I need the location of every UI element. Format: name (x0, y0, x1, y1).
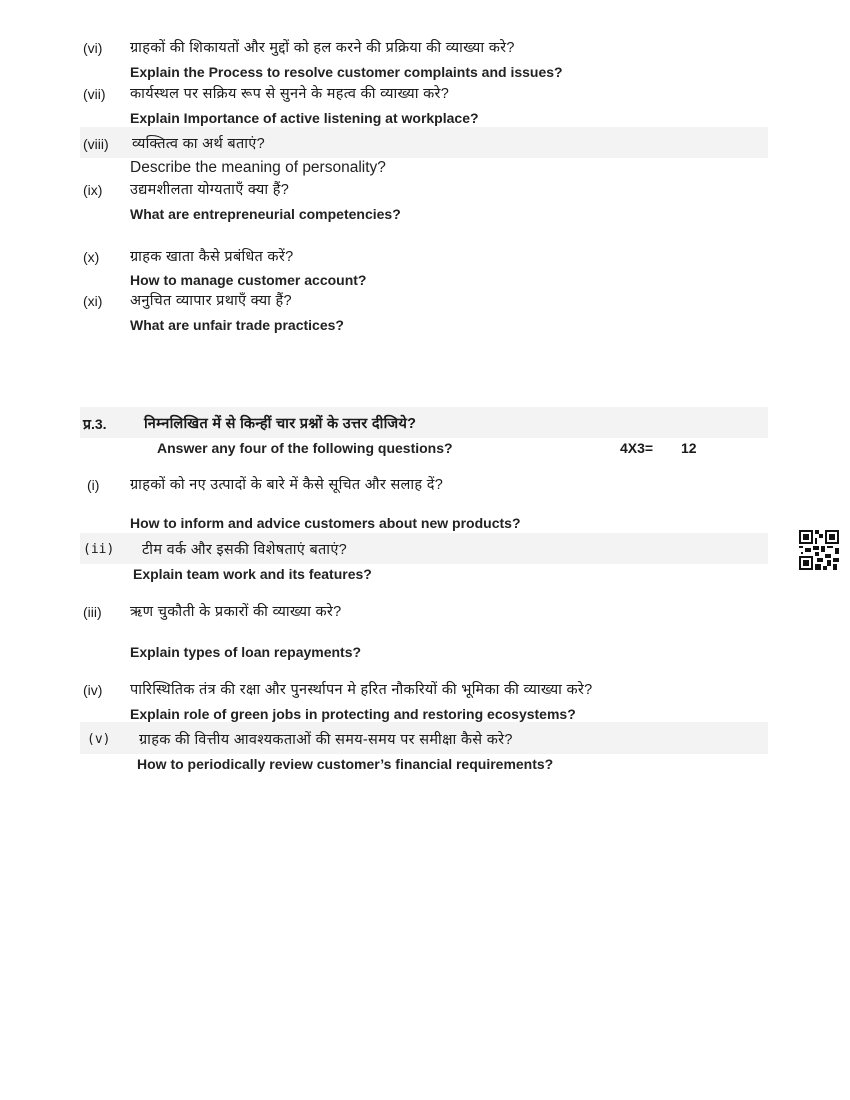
question-number: (x) (83, 249, 100, 265)
question-hindi: ग्राहकों को नए उत्पादों के बारे में कैसे सूचित और सलाह दें? (130, 477, 444, 493)
marks-total: 12 (681, 440, 697, 456)
question-hindi: ग्राहक की वित्तीय आवश्यकताओं की समय-समय पर समीक्षा कैसे करे? (139, 732, 513, 748)
question-number: (xi) (83, 293, 103, 309)
question-hindi: उद्यमशीलता योग्यताएँ क्या हैं? (130, 182, 290, 198)
question-hindi: ऋण चुकौती के प्रकारों की व्याख्या करे? (130, 604, 342, 620)
question-hindi: अनुचित व्यापार प्रथाएँ क्या हैं? (130, 293, 292, 309)
question-hindi: व्यक्तित्व का अर्थ बताएं? (132, 136, 265, 152)
question-english: Describe the meaning of personality? (130, 159, 386, 176)
question-number: (ii) (83, 542, 115, 557)
question-number: (v) (87, 732, 111, 747)
question-number: (viii) (83, 136, 109, 152)
question-hindi: पारिस्थितिक तंत्र की रक्षा और पुनर्स्थापन मे हरित नौकरियों की भूमिका की व्याख्या करे? (130, 682, 593, 698)
question-hindi: कार्यस्थल पर सक्रिय रूप से सुनने के महत्व की व्याख्या करे? (130, 86, 450, 102)
marks-formula: 4X3= (620, 440, 654, 456)
section-instruction-english: Answer any four of the following questions? (157, 440, 453, 456)
question-hindi: ग्राहक खाता कैसे प्रबंधित करें? (130, 249, 294, 265)
question-english: How to manage customer account? (130, 272, 367, 288)
question-english: Explain types of loan repayments? (130, 644, 362, 660)
section-instruction-hindi: निम्नलिखित में से किन्हीं चार प्रश्नों के उत्तर दीजिये? (144, 416, 417, 432)
question-number: (i) (87, 477, 100, 493)
question-number: (vii) (83, 86, 106, 102)
question-english: Explain role of green jobs in protecting and restoring ecosystems? (130, 706, 576, 722)
question-number: (vi) (83, 40, 103, 56)
question-english: Explain team work and its features? (133, 566, 372, 582)
question-english: What are entrepreneurial competencies? (130, 206, 401, 222)
question-english: Explain Importance of active listening at workplace? (130, 110, 479, 126)
qr-code-icon (799, 530, 839, 570)
question-english: How to periodically review customer’s financial requirements? (137, 756, 554, 772)
question-english: What are unfair trade practices? (130, 317, 344, 333)
section-label: प्र.3. (83, 416, 107, 432)
question-number: (iii) (83, 604, 102, 620)
question-hindi: ग्राहकों की शिकायतों और मुद्दों को हल करने की प्रक्रिया की व्याख्या करे? (130, 40, 515, 56)
question-number: (ix) (83, 182, 103, 198)
question-hindi: टीम वर्क और इसकी विशेषताएं बताएं? (142, 542, 348, 558)
question-english: Explain the Process to resolve customer complaints and issues? (130, 64, 563, 80)
question-english: How to inform and advice customers about new products? (130, 515, 521, 531)
question-number: (iv) (83, 682, 103, 698)
